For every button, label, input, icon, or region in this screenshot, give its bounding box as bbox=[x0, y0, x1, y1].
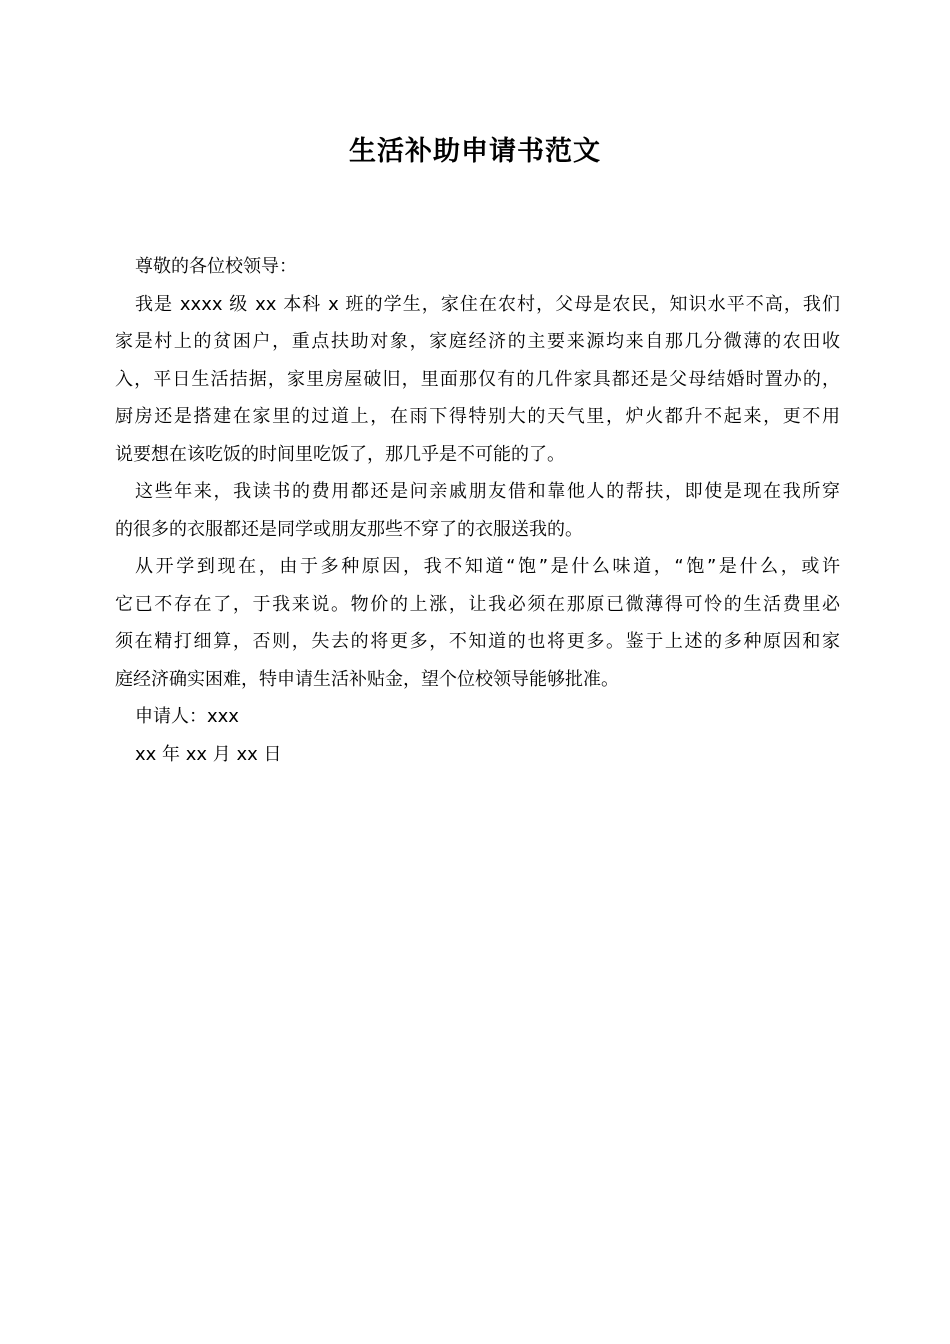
document-body bbox=[115, 248, 840, 773]
paragraph-1 bbox=[115, 286, 840, 474]
paragraph-line: 的很多的衣服都还是同学或朋友那些不穿了的衣服送我的。 bbox=[115, 518, 583, 540]
paragraph-line: 厨房还是搭建在家里的过道上，在雨下得特别大的天气里，炉火都升不起来，更不用 bbox=[115, 406, 840, 427]
applicant-signature: 申请人：xxx bbox=[135, 706, 239, 727]
paragraph-line: 说要想在该吃饭的时间里吃饭了，那几乎是不可能的了。 bbox=[115, 443, 565, 465]
paragraph-line: 家是村上的贫困户，重点扶助对象，家庭经济的主要来源均来自那几分微薄的农田收 bbox=[115, 331, 840, 352]
paragraph-line: 从开学到现在，由于多种原因，我不知道“饱”是什么味道，“饱”是什么，或许 bbox=[135, 556, 840, 577]
application-date: xx 年 xx 月 xx 日 bbox=[135, 743, 282, 765]
paragraph-line: 它已不存在了，于我来说。物价的上涨，让我必须在那原已微薄得可怜的生活费里必 bbox=[115, 593, 840, 615]
paragraph-line: 我是 xxxx 级 xx 本科 x 班的学生，家住在农村，父母是农民，知识水平不高，我们 bbox=[135, 293, 840, 315]
paragraph-line: 这些年来，我读书的费用都还是问亲戚朋友借和靠他人的帮扶，即使是现在我所穿 bbox=[135, 481, 840, 502]
paragraph-3 bbox=[115, 548, 840, 698]
paragraph-line: 须在精打细算，否则，失去的将更多，不知道的也将更多。鉴于上述的多种原因和家 bbox=[115, 631, 840, 652]
paragraph-line: 庭经济确实困难，特申请生活补贴金，望个位校领导能够批准。 bbox=[115, 668, 619, 690]
document-title: 生活补助申请书范文 bbox=[349, 136, 601, 167]
paragraph-2 bbox=[115, 473, 840, 548]
salutation: 尊敬的各位校领导： bbox=[135, 256, 297, 277]
paragraph-line: 入，平日生活拮据，家里房屋破旧，里面那仅有的几件家具都还是父母结婚时置办的， bbox=[115, 368, 840, 390]
